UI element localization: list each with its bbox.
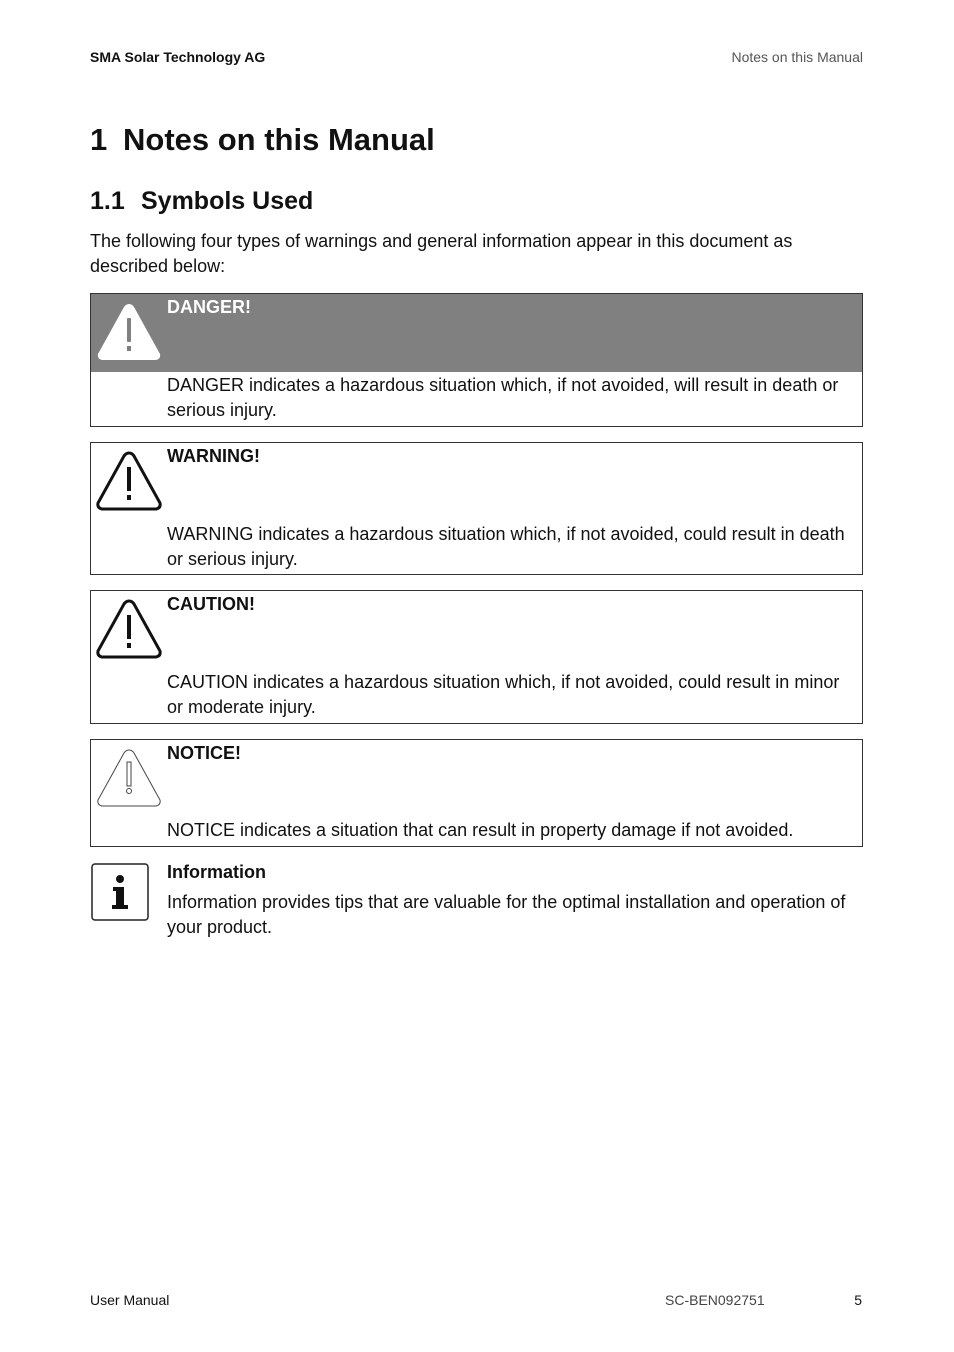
warning-triangle-icon: [95, 595, 163, 659]
information-block: [90, 860, 865, 950]
caution-box: [90, 590, 863, 724]
chapter-title: Notes on this Manual: [123, 122, 435, 157]
footer-page-number: 5: [854, 1292, 862, 1308]
notice-title: NOTICE!: [167, 743, 241, 763]
notice-text: NOTICE indicates a situation that can result in property damage if not avoided.: [167, 820, 794, 840]
information-title: Information: [167, 862, 266, 882]
information-text: Information provides tips that are valuable for the optimal installation and operation of your product.: [167, 892, 846, 937]
chapter-number: 1: [90, 122, 108, 157]
caution-title: CAUTION!: [167, 594, 255, 614]
header-section: Notes on this Manual: [731, 49, 863, 65]
danger-text: DANGER indicates a hazardous situation which, if not avoided, will result in death or serious injury.: [167, 375, 839, 420]
section-title: Symbols Used: [141, 187, 314, 215]
info-icon: [91, 863, 149, 921]
warning-triangle-icon: [95, 447, 163, 511]
notice-triangle-icon: [95, 744, 163, 808]
chapter-heading: [90, 122, 435, 158]
footer-doc-type: User Manual: [90, 1292, 170, 1308]
section-heading: [90, 187, 313, 216]
section-number: 1.1: [90, 187, 125, 215]
warning-box: [90, 442, 863, 575]
danger-title: DANGER!: [167, 297, 251, 317]
warning-triangle-icon: [95, 298, 163, 362]
danger-box: [90, 293, 863, 427]
warning-text: WARNING indicates a hazardous situation which, if not avoided, could result in death or serious injury.: [167, 524, 845, 569]
header-company: SMA Solar Technology AG: [90, 49, 266, 65]
notice-box: [90, 739, 863, 847]
footer-doc-code: SC-BEN092751: [665, 1292, 765, 1308]
caution-text: CAUTION indicates a hazardous situation which, if not avoided, could result in minor or moderate injury.: [167, 672, 840, 717]
warning-title: WARNING!: [167, 446, 260, 466]
intro-paragraph: The following four types of warnings and general information appear in this document as described below:: [90, 231, 793, 276]
